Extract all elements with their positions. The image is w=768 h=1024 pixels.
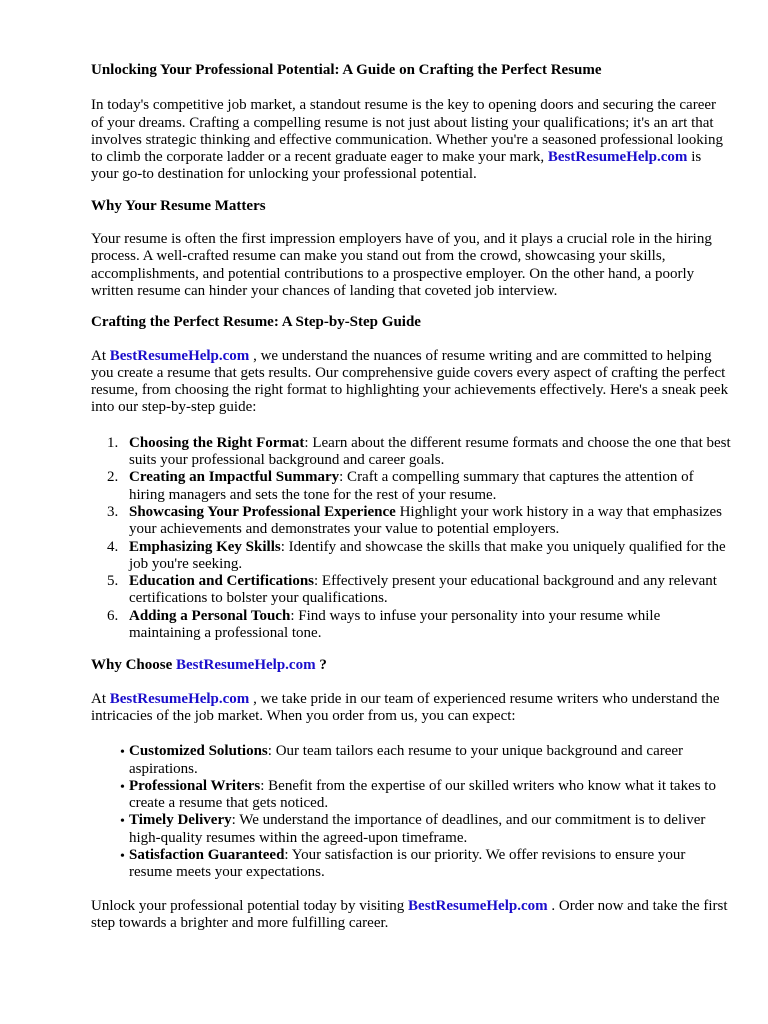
step-item bbox=[91, 469, 731, 504]
why-choose-paragraph bbox=[91, 691, 731, 726]
closing-text-end: . Order now and take the first step towards a brighter and more fulfilling career. bbox=[91, 897, 728, 931]
why-choose-heading bbox=[91, 657, 731, 674]
benefit-text: : We understand the importance of deadlines, and our commitment is to deliver high-quality resumes within the agreed-upon timeframe. bbox=[129, 812, 706, 846]
bullet-icon: • bbox=[120, 814, 125, 830]
step-number: 4. bbox=[107, 538, 119, 555]
benefit-title: Satisfaction Guaranteed bbox=[129, 846, 285, 863]
benefits-section bbox=[91, 743, 731, 881]
closing-text-start: Unlock your professional potential today by visiting bbox=[91, 897, 409, 914]
step-text: : Learn about the different resume formats and choose the one that best suits your professional background and career goals. bbox=[129, 434, 731, 469]
step-number: 5. bbox=[107, 573, 119, 590]
benefit-item bbox=[91, 847, 731, 882]
closing-paragraph bbox=[91, 898, 731, 933]
benefit-title: Professional Writers bbox=[129, 777, 261, 794]
intro-text-end: is your go-to destination for unlocking your professional potential. bbox=[91, 149, 702, 183]
benefit-text: : Our team tailors each resume to your unique background and career aspirations. bbox=[129, 743, 684, 777]
step-text: : Craft a compelling summary that captures the attention of hiring managers and sets the tone for the rest of your resume. bbox=[129, 469, 694, 503]
step-item bbox=[91, 573, 731, 608]
step-text: : Effectively present your educational background and any relevant certifications to bolster your qualifications. bbox=[129, 573, 717, 607]
benefit-item bbox=[91, 812, 731, 847]
step-title: Emphasizing Key Skills bbox=[129, 538, 281, 555]
bullet-icon: • bbox=[120, 745, 125, 761]
step-number: 2. bbox=[107, 469, 119, 486]
why-choose-heading-link[interactable]: BestResumeHelp.com bbox=[176, 657, 316, 674]
benefit-title: Timely Delivery bbox=[129, 812, 232, 829]
document-title: Unlocking Your Professional Potential: A Guide on Crafting the Perfect Resume bbox=[91, 62, 602, 78]
crafting-heading: Crafting the Perfect Resume: A Step-by-Step Guide bbox=[91, 314, 421, 331]
steps-list bbox=[91, 435, 731, 643]
crafting-paragraph bbox=[91, 348, 731, 417]
intro-text-start: In today's competitive job market, a standout resume is the key to opening doors and securing the career of your dreams. Crafting a compelling resume is not just about listing your qualifications; it's an art that involves strategic thinking and effective communication. Whether you're a seasoned professional looking to climb the corporate ladder or a recent graduate eager to make your mark, bbox=[91, 97, 723, 166]
step-item bbox=[91, 435, 731, 470]
step-text: : Identify and showcase the skills that make you uniquely qualified for the job you're seeking. bbox=[129, 538, 726, 572]
benefit-item bbox=[91, 778, 731, 813]
why-choose-text-start: At bbox=[91, 690, 110, 707]
benefits-list bbox=[91, 743, 731, 881]
step-title: Creating an Impactful Summary bbox=[129, 469, 340, 486]
step-number: 6. bbox=[107, 607, 119, 624]
bullet-icon: • bbox=[120, 848, 125, 864]
step-item bbox=[91, 539, 731, 574]
why-choose-heading-suffix: ? bbox=[315, 657, 327, 674]
step-title: Education and Certifications bbox=[129, 573, 315, 590]
intro-paragraph bbox=[91, 97, 731, 183]
intro-link[interactable]: BestResumeHelp.com bbox=[547, 149, 688, 166]
benefit-item bbox=[91, 743, 731, 778]
step-title: Choosing the Right Format bbox=[129, 434, 305, 451]
why-choose-heading-prefix: Why Choose bbox=[91, 657, 177, 674]
closing-link[interactable]: BestResumeHelp.com bbox=[408, 897, 548, 914]
step-item bbox=[91, 504, 731, 539]
benefit-text: : Benefit from the expertise of our skilled writers who know what it takes to create a resume that gets noticed. bbox=[129, 777, 716, 812]
benefit-text: : Your satisfaction is our priority. We offer revisions to ensure your resume meets your expectations. bbox=[129, 846, 686, 881]
step-text: Highlight your work history in a way that emphasizes your achievements and demonstrates your value to potential employers. bbox=[129, 503, 723, 538]
crafting-text-end: , we understand the nuances of resume writing and are committed to helping you create a resume that gets results. Our comprehensive guide covers every aspect of crafting the perfect resume, from choosing the right format to highlighting your achievements effectively. Here's a sneak peek into our step-by-step guide: bbox=[91, 347, 729, 416]
steps-section bbox=[91, 435, 731, 643]
step-title: Adding a Personal Touch bbox=[129, 607, 291, 624]
step-text: : Find ways to infuse your personality into your resume while maintaining a professional tone. bbox=[129, 607, 661, 642]
why-choose-text-end: , we take pride in our team of experienced resume writers who understand the intricacies of the job market. When you order from us, you can expect: bbox=[91, 690, 720, 724]
step-title: Showcasing Your Professional Experience bbox=[129, 503, 396, 520]
crafting-link[interactable]: BestResumeHelp.com bbox=[109, 347, 250, 364]
why-matters-paragraph: Your resume is often the first impression employers have of you, and it plays a crucial role in the hiring process. A well-crafted resume can make you stand out from the crowd, showcasing your skills, accomplishments, and potential contributions to a prospective employer. On the other hand, a poorly written resume can hinder your chances of landing that coveted job interview. bbox=[91, 231, 712, 299]
crafting-text-start: At bbox=[91, 347, 110, 364]
step-number: 1. bbox=[107, 434, 119, 451]
why-choose-link[interactable]: BestResumeHelp.com bbox=[109, 690, 250, 707]
step-item bbox=[91, 608, 731, 643]
step-number: 3. bbox=[107, 503, 119, 520]
document-page bbox=[91, 58, 731, 932]
bullet-icon: • bbox=[120, 779, 125, 795]
benefit-title: Customized Solutions bbox=[129, 743, 268, 760]
why-matters-heading: Why Your Resume Matters bbox=[91, 197, 266, 214]
